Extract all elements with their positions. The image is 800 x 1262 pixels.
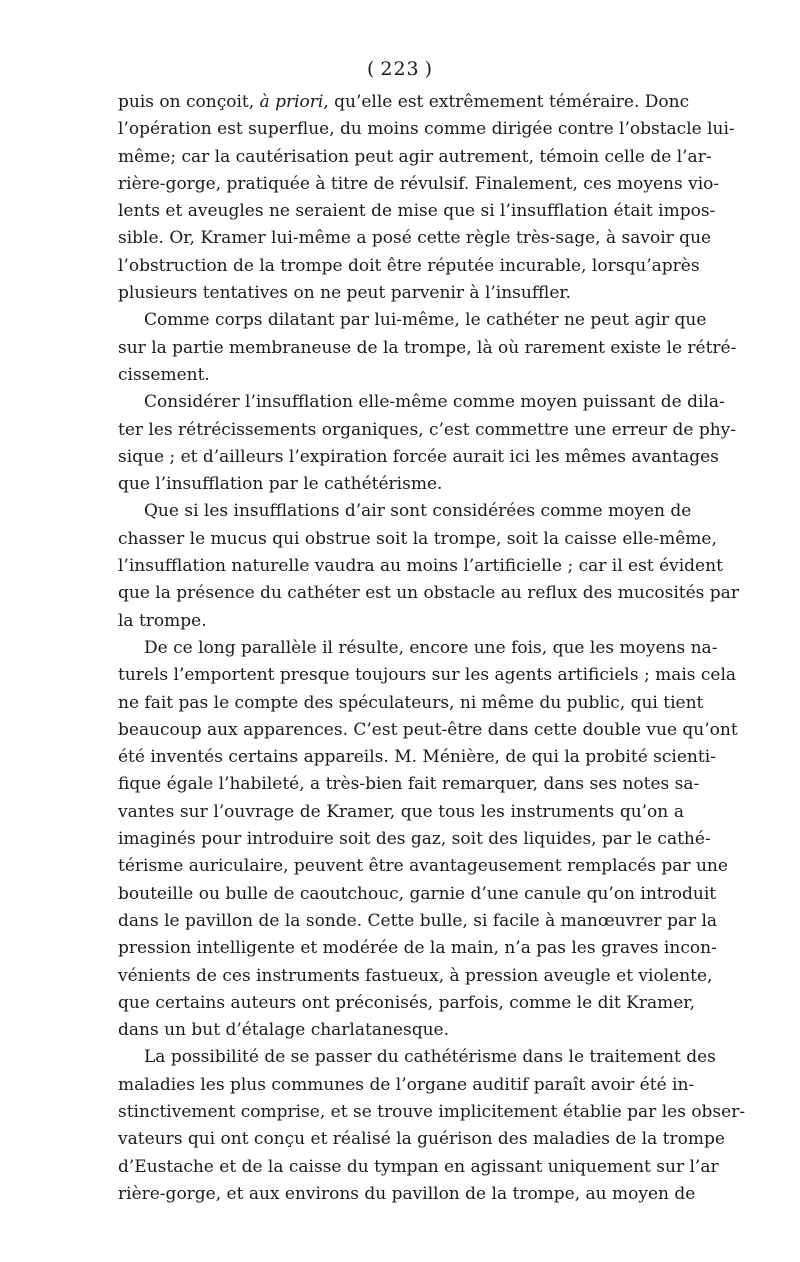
text-line bbox=[118, 89, 690, 116]
text-segment: turels l’emportent presque toujours sur les agents artificiels ; mais cela bbox=[118, 665, 737, 686]
text-segment: l’obstruction de la trompe doit être réputée incurable, lorsqu’après bbox=[118, 255, 700, 276]
text-line bbox=[118, 744, 716, 771]
text-line bbox=[118, 1181, 696, 1208]
paragraph bbox=[118, 307, 737, 389]
text-segment: cissement. bbox=[118, 364, 210, 385]
text-segment: vénients de ces instruments fastueux, à pression aveugle et violente, bbox=[118, 965, 713, 986]
text-line bbox=[118, 826, 711, 853]
text-segment: vateurs qui ont conçu et réalisé la guérison des maladies de la trompe bbox=[118, 1129, 725, 1150]
text-segment: La possibilité de se passer du cathétérisme dans le traitement des bbox=[144, 1047, 716, 1068]
text-segment: sique ; et d’ailleurs l’expiration forcée aurait ici les mêmes avantages bbox=[118, 446, 719, 467]
text-segment: ter les rétrécissements organiques, c’est commettre une erreur de phy- bbox=[118, 419, 736, 440]
text-segment: bouteille ou bulle de caoutchouc, garnie d’une canule qu’on introduit bbox=[118, 883, 717, 904]
text-segment: sur la partie membraneuse de la trompe, là où rarement existe le rétré- bbox=[118, 337, 737, 358]
text-segment: la trompe. bbox=[118, 610, 207, 631]
text-line bbox=[118, 908, 718, 935]
text-segment: plusieurs tentatives on ne peut parvenir à l’insuffler. bbox=[118, 283, 572, 304]
text-segment: maladies les plus communes de l’organe auditif paraît avoir été in- bbox=[118, 1074, 695, 1095]
text-segment: , qu’elle est extrêmement téméraire. Donc bbox=[323, 92, 690, 112]
text-segment: vantes sur l’ouvrage de Kramer, que tous les instruments qu’on a bbox=[118, 801, 684, 822]
text-line bbox=[118, 1154, 719, 1181]
text-line bbox=[118, 553, 723, 580]
text-line bbox=[118, 1099, 746, 1126]
text-line bbox=[118, 335, 737, 362]
text-line bbox=[118, 635, 718, 662]
text-line bbox=[118, 1126, 725, 1153]
text-line bbox=[118, 280, 684, 307]
text-line bbox=[118, 225, 712, 252]
text-segment: même; car la cautérisation peut agir autrement, témoin celle de l’ar- bbox=[118, 146, 712, 167]
text-segment: rière-gorge, et aux environs du pavillon de la trompe, au moyen de bbox=[118, 1183, 696, 1204]
text-segment: dans un but d’étalage charlatanesque. bbox=[118, 1020, 449, 1041]
paragraph bbox=[118, 635, 738, 1044]
page-number: ( 223 ) bbox=[366, 58, 434, 80]
text-line bbox=[118, 935, 717, 962]
paragraph bbox=[118, 498, 739, 634]
text-line bbox=[118, 144, 712, 171]
text-line bbox=[118, 717, 738, 744]
text-segment: beaucoup aux apparences. C’est peut-être dans cette double vue qu’ont bbox=[118, 719, 738, 740]
text-segment: été inventés certains appareils. M. Ménière, de qui la probité scienti- bbox=[118, 747, 716, 768]
text-segment: Comme corps dilatant par lui-même, le cathéter ne peut agir que bbox=[144, 310, 707, 331]
text-segment: que la présence du cathéter est un obstacle au reflux des mucosités par bbox=[118, 583, 739, 604]
text-segment: sible. Or, Kramer lui-même a posé cette règle très-sage, à savoir que bbox=[118, 228, 712, 249]
paragraph bbox=[118, 1044, 746, 1208]
text-line bbox=[118, 1044, 716, 1071]
text-segment: l’insufflation naturelle vaudra au moins l’artificielle ; car il est évident bbox=[118, 556, 723, 577]
text-line bbox=[118, 471, 684, 498]
text-line bbox=[118, 498, 692, 525]
text-line bbox=[118, 171, 720, 198]
text-segment: Que si les insufflations d’air sont considérées comme moyen de bbox=[144, 501, 692, 522]
body-text bbox=[118, 89, 746, 1208]
text-segment: imaginés pour introduire soit des gaz, soit des liquides, par le cathé- bbox=[118, 829, 711, 850]
text-line bbox=[118, 526, 717, 553]
text-segment: l’opération est superflue, du moins comme dirigée contre l’obstacle lui- bbox=[118, 119, 735, 140]
text-line bbox=[118, 771, 700, 798]
text-line bbox=[118, 116, 735, 143]
text-line bbox=[118, 963, 713, 990]
text-line bbox=[118, 853, 728, 880]
text-line bbox=[118, 389, 725, 416]
text-segment: que certains auteurs ont préconisés, parfois, comme le dit Kramer, bbox=[118, 992, 695, 1013]
page-number-value: 223 bbox=[380, 58, 420, 80]
paragraph bbox=[118, 389, 736, 498]
text-segment: Considérer l’insufflation elle-même comme moyen puissant de dila- bbox=[144, 392, 725, 413]
italic-text: à priori bbox=[259, 92, 324, 112]
text-segment: ne fait pas le compte des spéculateurs, ni même du public, qui tient bbox=[118, 692, 704, 713]
text-segment: lents et aveugles ne seraient de mise que si l’insufflation était impos- bbox=[118, 201, 716, 222]
text-line bbox=[118, 690, 704, 717]
text-line bbox=[118, 608, 684, 635]
text-segment: chasser le mucus qui obstrue soit la trompe, soit la caisse elle-même, bbox=[118, 528, 717, 549]
text-line bbox=[118, 307, 707, 334]
text-line bbox=[118, 990, 695, 1017]
text-line bbox=[118, 580, 739, 607]
text-segment: puis on conçoit, bbox=[118, 92, 260, 112]
paragraph bbox=[118, 89, 735, 307]
text-segment: fique égale l’habileté, a très-bien fait remarquer, dans ses notes sa- bbox=[118, 774, 700, 795]
text-line bbox=[118, 417, 736, 444]
text-segment: rière-gorge, pratiquée à titre de révulsif. Finalement, ces moyens vio- bbox=[118, 173, 720, 194]
text-line bbox=[118, 444, 719, 471]
text-segment: térisme auriculaire, peuvent être avantageusement remplacés par une bbox=[118, 856, 728, 877]
text-line bbox=[118, 253, 700, 280]
text-line bbox=[118, 1072, 695, 1099]
text-line bbox=[118, 198, 716, 225]
text-segment: d’Eustache et de la caisse du tympan en agissant uniquement sur l’ar bbox=[118, 1156, 719, 1177]
text-line bbox=[118, 799, 684, 826]
text-line bbox=[118, 362, 684, 389]
text-line bbox=[118, 662, 737, 689]
text-segment: De ce long parallèle il résulte, encore une fois, que les moyens na- bbox=[144, 637, 718, 658]
text-line bbox=[118, 881, 717, 908]
text-line bbox=[118, 1017, 684, 1044]
text-segment: pression intelligente et modérée de la main, n’a pas les graves incon- bbox=[118, 938, 717, 959]
text-segment: que l’insufflation par le cathétérisme. bbox=[118, 474, 443, 495]
text-segment: stinctivement comprise, et se trouve implicitement établie par les obser- bbox=[118, 1101, 746, 1122]
text-segment: dans le pavillon de la sonde. Cette bulle, si facile à manœuvrer par la bbox=[118, 910, 718, 931]
